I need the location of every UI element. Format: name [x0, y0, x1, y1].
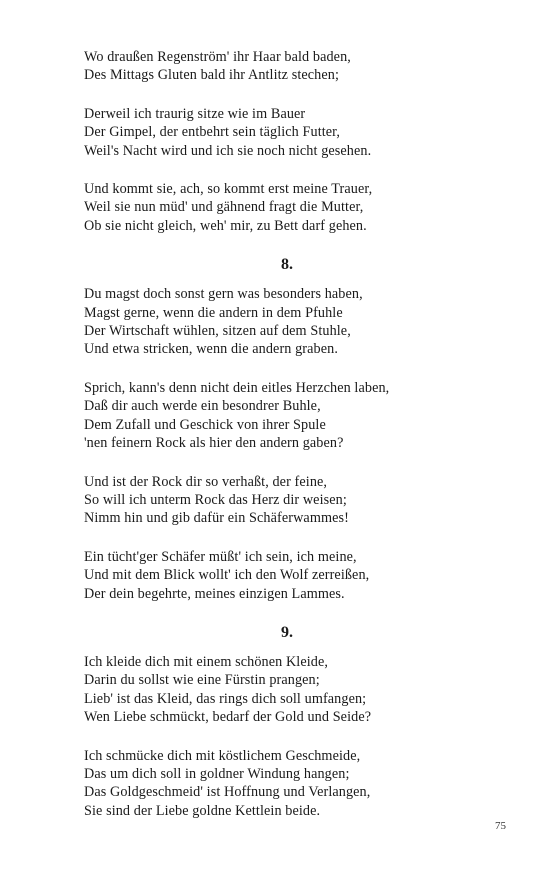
verse-line: Der Wirtschaft wühlen, sitzen auf dem Stuhle,	[84, 323, 351, 340]
verse-line: Daß dir auch werde ein besondrer Buhle,	[84, 398, 321, 415]
poem-section	[84, 48, 504, 235]
verse-line: Das Goldgeschmeid' ist Hoffnung und Verlangen,	[84, 784, 371, 801]
verse-line: 'nen feinern Rock als hier den andern gaben?	[84, 435, 344, 452]
verse-line: So will ich unterm Rock das Herz dir weisen;	[84, 491, 347, 508]
stanza	[84, 105, 504, 160]
verse-line: Ob sie nicht gleich, weh' mir, zu Bett darf gehen.	[84, 217, 367, 234]
verse-line: Sie sind der Liebe goldne Kettlein beide.	[84, 802, 321, 819]
verse-line: Und mit dem Blick wollt' ich den Wolf zerreißen,	[84, 567, 370, 584]
stanza	[84, 180, 504, 235]
verse-line: Des Mittags Gluten bald ihr Antlitz stechen;	[84, 67, 340, 84]
verse-line: Sprich, kann's denn nicht dein eitles Herzchen laben,	[84, 379, 390, 396]
verse-line: Weil's Nacht wird und ich sie noch nicht gesehen.	[84, 142, 372, 159]
verse-line: Darin du sollst wie eine Fürstin prangen;	[84, 672, 320, 689]
verse-line: Der dein begehrte, meines einzigen Lammes.	[84, 585, 345, 602]
verse-line: Und ist der Rock dir so verhaßt, der feine,	[84, 473, 328, 490]
page-number: 75	[495, 820, 506, 832]
verse-line: Du magst doch sonst gern was besonders haben,	[84, 286, 363, 303]
verse-line: Nimm hin und gib dafür ein Schäferwammes!	[84, 510, 349, 527]
section-number: 8.	[281, 256, 293, 274]
verse-line: Wo draußen Regenström' ihr Haar bald baden,	[84, 49, 351, 65]
page-body	[84, 48, 504, 840]
section-number: 9.	[281, 623, 293, 641]
stanza	[84, 747, 504, 821]
stanza	[84, 48, 504, 85]
verse-line: Ein tücht'ger Schäfer müßt' ich sein, ich meine,	[84, 548, 357, 565]
verse-line: Der Gimpel, der entbehrt sein täglich Futter,	[84, 124, 341, 141]
verse-line: Ich schmücke dich mit köstlichem Geschmeide,	[84, 747, 361, 764]
verse-line: Und kommt sie, ach, so kommt erst meine Trauer,	[84, 181, 373, 198]
verse-line: Wen Liebe schmückt, bedarf der Gold und Seide?	[84, 709, 372, 726]
verse-line: Das um dich soll in goldner Windung hangen;	[84, 765, 350, 782]
stanza	[84, 653, 504, 727]
stanza	[84, 473, 504, 528]
verse-line: Und etwa stricken, wenn die andern graben.	[84, 341, 338, 358]
verse-line: Weil sie nun müd' und gähnend fragt die Mutter,	[84, 199, 364, 216]
poem-section	[84, 255, 504, 603]
verse-line: Magst gerne, wenn die andern in dem Pfuhle	[84, 304, 343, 321]
verse-line: Ich kleide dich mit einem schönen Kleide,	[84, 653, 329, 670]
stanza	[84, 548, 504, 603]
verse-line: Lieb' ist das Kleid, das rings dich soll umfangen;	[84, 690, 367, 707]
stanza	[84, 379, 504, 453]
poem-section	[84, 623, 504, 820]
verse-line: Dem Zufall und Geschick von ihrer Spule	[84, 416, 326, 433]
verse-line: Derweil ich traurig sitze wie im Bauer	[84, 105, 306, 122]
stanza	[84, 285, 504, 359]
